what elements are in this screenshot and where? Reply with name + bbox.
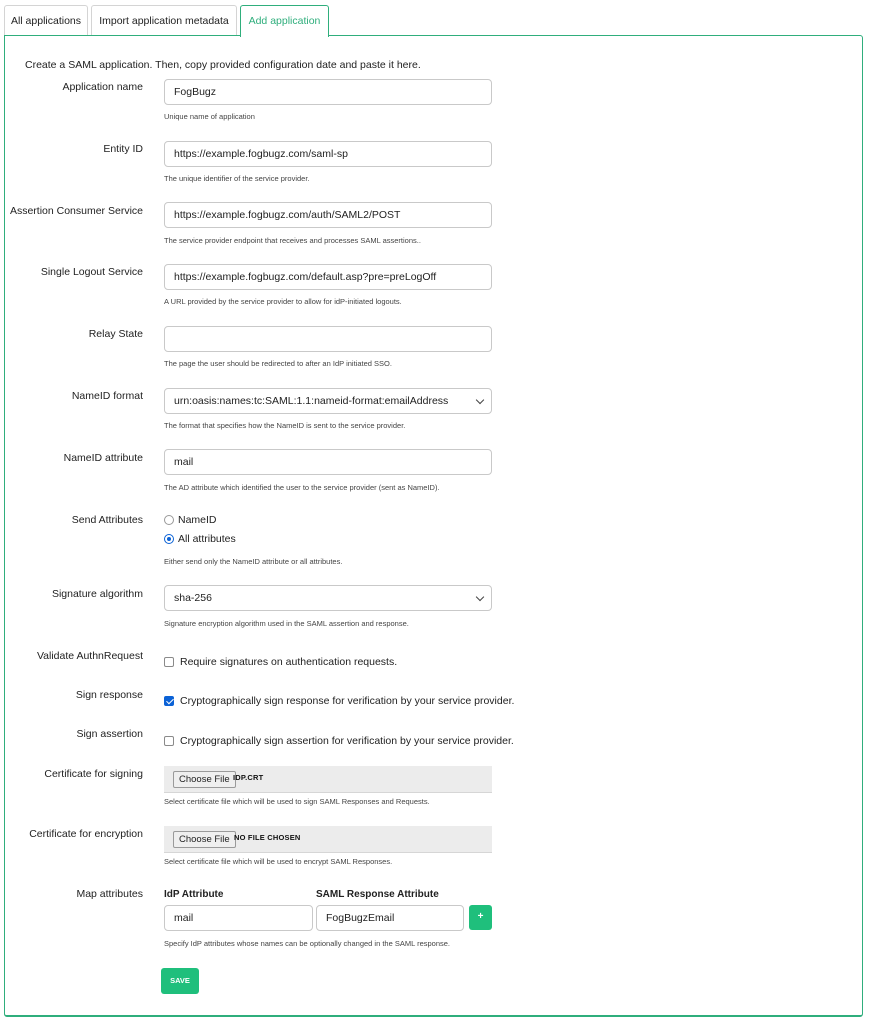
relay-state-input[interactable] [164,326,492,352]
radio-nameid-label: NameID [178,514,217,526]
form-panel [4,35,863,1017]
relay-state-label: Relay State [88,328,143,340]
sign-response-checkbox[interactable] [164,696,174,706]
cert-encryption-file-input[interactable] [164,826,492,853]
cert-encryption-label: Certificate for encryption [29,828,143,840]
validate-authnrequest-row[interactable] [164,656,397,668]
nameid-format-select[interactable] [164,388,492,414]
sign-response-text: Cryptographically sign response for verification by your service provider. [180,695,515,707]
cert-signing-file-input[interactable] [164,766,492,793]
cert-signing-help: Select certificate file which will be used to sign SAML Responses and Requests. [164,797,430,806]
relay-state-help: The page the user should be redirected to after an IdP initiated SSO. [164,359,392,368]
sign-assertion-label: Sign assertion [76,728,143,740]
radio-nameid-circle[interactable] [164,515,174,525]
cert-signing-label: Certificate for signing [44,768,143,780]
idp-attribute-header: IdP Attribute [164,889,224,900]
nameid-format-label: NameID format [71,390,143,402]
signature-algorithm-label: Signature algorithm [51,588,143,600]
add-mapping-button[interactable]: + [469,905,492,930]
signature-algorithm-value: sha-256 [174,592,212,604]
nameid-attribute-label: NameID attribute [63,452,143,464]
slo-help: A URL provided by the service provider to allow for idP-initiated logouts. [164,297,402,306]
slo-label: Single Logout Service [40,266,143,278]
entity-id-help: The unique identifier of the service provider. [164,174,310,183]
sign-assertion-row[interactable] [164,735,514,747]
acs-input[interactable]: https://example.fogbugz.com/auth/SAML2/POST [164,202,492,228]
radio-nameid[interactable] [164,514,217,526]
cert-signing-file-name: IDP.CRT [233,773,264,782]
nameid-attribute-input[interactable]: mail [164,449,492,475]
acs-label: Assertion Consumer Service [9,205,143,217]
app-name-help: Unique name of application [164,112,255,121]
nameid-attribute-help: The AD attribute which identified the user to the service provider (sent as NameID). [164,483,440,492]
save-button[interactable]: SAVE [161,968,199,994]
idp-attribute-input[interactable]: mail [164,905,313,931]
saml-response-attribute-input[interactable]: FogBugzEmail [316,905,464,931]
sign-response-row[interactable] [164,695,514,707]
sign-response-label: Sign response [75,689,143,701]
validate-authnrequest-label: Validate AuthnRequest [36,650,143,662]
validate-authnrequest-checkbox[interactable] [164,657,174,667]
send-attributes-label: Send Attributes [71,514,143,526]
cert-encryption-file-name: NO FILE CHOSEN [234,833,301,842]
tab-all-applications[interactable]: All applications [4,5,88,35]
intro-text: Create a SAML application. Then, copy provided configuration date and paste it here. [25,59,421,71]
acs-help: The service provider endpoint that receives and processes SAML assertions.. [164,236,421,245]
saml-response-attribute-header: SAML Response Attribute [316,889,439,900]
cert-encryption-help: Select certificate file which will be used to encrypt SAML Responses. [164,857,393,866]
signature-algorithm-select[interactable] [164,585,492,611]
radio-all-attributes-label: All attributes [178,533,236,545]
entity-id-label: Entity ID [103,143,143,155]
send-attributes-help: Either send only the NameID attribute or all attributes. [164,557,343,566]
cert-signing-choose-button[interactable]: Choose File [173,771,236,788]
cert-encryption-choose-button[interactable]: Choose File [173,831,236,848]
validate-authnrequest-text: Require signatures on authentication requests. [180,656,398,668]
radio-all-attributes-circle[interactable] [164,534,174,544]
slo-input[interactable]: https://example.fogbugz.com/default.asp?pre=preLogOff [164,264,492,290]
nameid-format-value: urn:oasis:names:tc:SAML:1.1:nameid-format:emailAddress [174,395,449,407]
map-attributes-label: Map attributes [76,888,143,900]
app-name-input[interactable]: FogBugz [164,79,492,105]
radio-all-attributes[interactable] [164,533,236,545]
signature-algorithm-help: Signature encryption algorithm used in the SAML assertion and response. [164,619,409,628]
sign-assertion-text: Cryptographically sign assertion for verification by your service provider. [180,735,514,747]
tab-add-application[interactable]: Add application [240,5,329,37]
app-name-label: Application name [62,81,143,93]
nameid-format-help: The format that specifies how the NameID is sent to the service provider. [164,421,406,430]
entity-id-input[interactable]: https://example.fogbugz.com/saml-sp [164,141,492,167]
sign-assertion-checkbox[interactable] [164,736,174,746]
tab-import-metadata[interactable]: Import application metadata [91,5,237,35]
map-attributes-help: Specify IdP attributes whose names can be optionally changed in the SAML response. [164,939,451,948]
